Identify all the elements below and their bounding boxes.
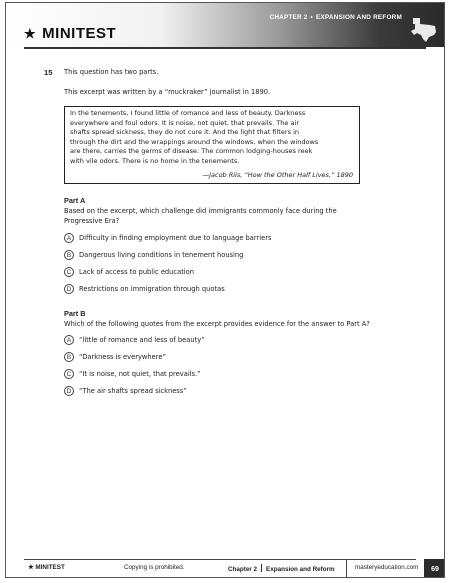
chapter-number: CHAPTER 2	[269, 14, 308, 21]
excerpt-citation: —Jacob Riis, “How the Other Half Lives,” 1890	[202, 171, 353, 179]
answer-bubble-d[interactable]: D	[64, 386, 74, 396]
footer-title-text: MINITEST	[35, 564, 65, 571]
question-number: 15	[44, 68, 53, 77]
part-a-option-b[interactable]	[64, 250, 243, 260]
footer-chapter	[228, 564, 335, 573]
option-text: “little of romance and less of beauty”	[79, 336, 205, 344]
option-text: Restrictions on immigration through quotas	[79, 285, 225, 293]
footer-title	[28, 564, 65, 571]
excerpt-line: shafts spread sickness, they do not cure it. And the light that filters in	[70, 128, 300, 137]
footer-site[interactable]: masteryeducation.com	[355, 564, 419, 571]
part-a-option-c[interactable]	[64, 267, 194, 277]
option-text: Lack of access to public education	[79, 268, 195, 276]
excerpt-line: are there, carries the germs of disease. The common lodging-houses reek	[70, 147, 313, 156]
answer-bubble-a[interactable]: A	[64, 335, 74, 345]
part-b-option-c[interactable]	[64, 369, 201, 379]
page-title-text: MINITEST	[42, 25, 117, 42]
footer-site-box	[346, 559, 426, 578]
page	[5, 2, 445, 578]
answer-bubble-a[interactable]: A	[64, 233, 74, 243]
excerpt-text	[70, 109, 354, 167]
answer-bubble-b[interactable]: B	[64, 250, 74, 260]
header-rule	[24, 47, 426, 49]
footer-chapter-section: Expansion and Reform	[266, 566, 335, 573]
chapter-label	[270, 14, 403, 21]
page-title	[24, 25, 116, 42]
excerpt-line: In the tenements, I found little of romance and less of beauty. Darkness	[70, 109, 306, 117]
part-a-option-d[interactable]	[64, 284, 225, 294]
page-number: 69	[424, 559, 445, 578]
excerpt-box	[64, 106, 360, 184]
part-b-option-b[interactable]	[64, 352, 166, 362]
option-text: “It is noise, not quiet, that prevails.”	[79, 370, 201, 378]
footer-copyright: Copying is prohibited.	[124, 564, 185, 571]
option-text: “The air shafts spread sickness”	[79, 387, 187, 395]
part-a-question-line: Progressive Era?	[64, 217, 120, 225]
chapter-section: EXPANSION AND REFORM	[315, 14, 402, 21]
answer-bubble-d[interactable]: D	[64, 284, 74, 294]
part-b-option-d[interactable]	[64, 386, 187, 396]
answer-bubble-c[interactable]: C	[64, 369, 74, 379]
star-icon: ★	[24, 25, 37, 41]
part-b-label: Part B	[64, 309, 86, 318]
question-text: This question has two parts.	[64, 68, 159, 76]
question-intro: This excerpt was written by a “muckraker” journalist in 1890.	[64, 88, 271, 96]
footer-divider	[261, 564, 262, 572]
option-text: Difficulty in finding employment due to language barriers	[79, 234, 272, 242]
option-text: “Darkness is everywhere”	[79, 353, 166, 361]
part-b-question: Which of the following quotes from the excerpt provides evidence for the answer to Part A?	[64, 320, 370, 328]
excerpt-line: with vile odors. There is no home in the tenements.	[70, 156, 240, 165]
excerpt-line: everywhere and foul odors. It is noise, not quiet, that prevails. The air	[70, 118, 300, 127]
part-a-question	[64, 206, 404, 226]
footer-star-icon: ★	[28, 564, 34, 571]
texas-state-icon	[409, 15, 439, 43]
answer-bubble-b[interactable]: B	[64, 352, 74, 362]
footer-chapter-number: Chapter 2	[228, 566, 258, 573]
chapter-separator: •	[310, 14, 313, 21]
option-text: Dangerous living conditions in tenement housing	[79, 251, 244, 259]
part-b-option-a[interactable]	[64, 335, 205, 345]
part-a-label: Part A	[64, 196, 86, 205]
excerpt-line: through the dirt and the wrappings around the windows, when the windows	[70, 137, 319, 146]
part-a-question-line: Based on the excerpt, which challenge did immigrants commonly face during the	[64, 207, 337, 215]
part-a-option-a[interactable]	[64, 233, 272, 243]
answer-bubble-c[interactable]: C	[64, 267, 74, 277]
